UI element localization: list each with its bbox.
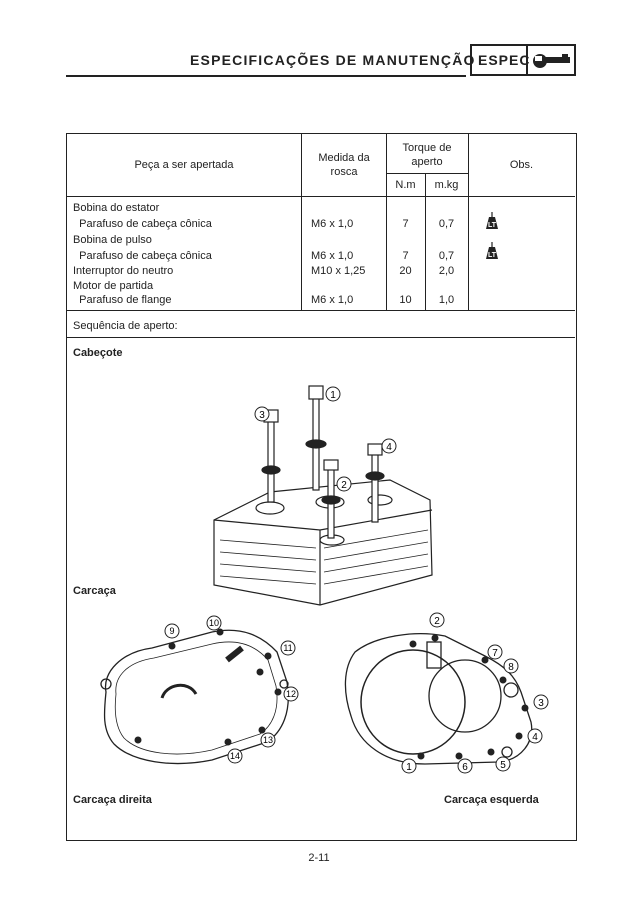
left-callout-1 <box>402 759 416 773</box>
row-nm: 20 <box>399 265 412 277</box>
table-body-rule <box>67 310 575 311</box>
col-divider-3 <box>425 173 426 310</box>
row-size: M6 x 1,0 <box>311 218 354 230</box>
col-obs-header: Obs. <box>509 159 534 171</box>
row-part: Parafuso de cabeça cônica <box>73 250 212 262</box>
left-callout-3 <box>534 695 548 709</box>
callout-label: 9 <box>169 626 175 636</box>
right-callout-10 <box>207 616 221 630</box>
callout-label: 3 <box>259 410 265 421</box>
callout-label: 12 <box>285 689 297 699</box>
callout-label: 7 <box>492 648 498 659</box>
row-part: Parafuso de cabeça cônica <box>73 218 212 230</box>
svg-text:LT: LT <box>487 252 497 259</box>
section-case-title: Carcaça <box>73 585 116 597</box>
callout-label: 1 <box>406 762 412 773</box>
header-rule <box>66 75 466 77</box>
left-case-caption: Carcaça esquerda <box>444 794 539 806</box>
sequence-label: Sequência de aperto: <box>73 320 178 332</box>
sequence-rule <box>67 337 575 338</box>
callout-label: 11 <box>283 643 293 653</box>
page-title: ESPECIFICAÇÕES DE MANUTENÇÃO <box>190 52 476 68</box>
col-mkg-header: m.kg <box>434 179 459 191</box>
callout-label: 2 <box>434 616 440 627</box>
callout-label: 10 <box>208 618 220 628</box>
right-crankcase-diagram <box>92 612 307 772</box>
head-callout-4 <box>382 439 396 453</box>
row-mkg: 0,7 <box>438 250 455 262</box>
right-case-caption: Carcaça direita <box>73 794 152 806</box>
row-mkg: 0,7 <box>438 218 455 230</box>
left-crankcase-diagram <box>335 612 555 777</box>
page-number: 2-11 <box>308 852 330 864</box>
row-part: Bobina de pulso <box>73 234 152 246</box>
right-callout-12 <box>284 687 298 701</box>
left-callout-2 <box>430 613 444 627</box>
cylinder-head-diagram <box>200 380 440 610</box>
espec-divider <box>526 46 528 74</box>
callout-label: 4 <box>386 442 392 453</box>
espec-badge <box>470 44 576 76</box>
wrench-icon <box>532 51 572 71</box>
left-callout-7 <box>488 645 502 659</box>
right-callout-11 <box>281 641 295 655</box>
col-part-header: Peça a ser apertada <box>134 159 234 171</box>
row-nm: 10 <box>399 294 412 306</box>
callout-label: 6 <box>462 762 468 773</box>
locktite-icon <box>485 212 499 230</box>
row-part: Parafuso de flange <box>73 294 172 306</box>
head-callout-3 <box>255 407 269 421</box>
left-callout-5 <box>496 757 510 771</box>
left-callout-8 <box>504 659 518 673</box>
col-divider-1 <box>301 134 302 310</box>
head-callout-2 <box>337 477 351 491</box>
left-callout-6 <box>458 759 472 773</box>
row-mkg: 1,0 <box>438 294 455 306</box>
callout-label: 4 <box>532 732 538 743</box>
svg-text:LT: LT <box>487 222 497 229</box>
section-head-title: Cabeçote <box>73 347 123 359</box>
right-callout-13 <box>261 733 275 747</box>
torque-sub-rule <box>386 173 468 174</box>
row-nm: 7 <box>402 218 409 230</box>
callout-label: 8 <box>508 662 514 673</box>
callout-label: 5 <box>500 760 506 771</box>
right-callout-14 <box>228 749 242 763</box>
table-header-rule <box>67 196 575 197</box>
row-part: Interruptor do neutro <box>73 265 174 277</box>
row-size: M6 x 1,0 <box>311 294 354 306</box>
locktite-icon <box>485 242 499 260</box>
row-size: M6 x 1,0 <box>311 250 354 262</box>
callout-label: 13 <box>262 735 274 745</box>
col-size-header: Medida da rosca <box>318 152 370 178</box>
callout-label: 1 <box>330 390 336 401</box>
col-torque-header: Torque de aperto <box>402 142 452 168</box>
left-callout-4 <box>528 729 542 743</box>
row-size: M10 x 1,25 <box>311 265 366 277</box>
row-nm: 7 <box>402 250 409 262</box>
callout-label: 2 <box>341 480 347 491</box>
callout-label: 3 <box>538 698 544 709</box>
row-part: Bobina do estator <box>73 202 160 214</box>
right-callout-9 <box>165 624 179 638</box>
row-part: Motor de partida <box>73 280 154 292</box>
head-callout-1 <box>326 387 340 401</box>
callout-label: 14 <box>229 751 241 761</box>
espec-badge-label: ESPEC <box>478 52 531 68</box>
row-mkg: 2,0 <box>438 265 455 277</box>
col-nm-header: N.m <box>395 179 416 191</box>
